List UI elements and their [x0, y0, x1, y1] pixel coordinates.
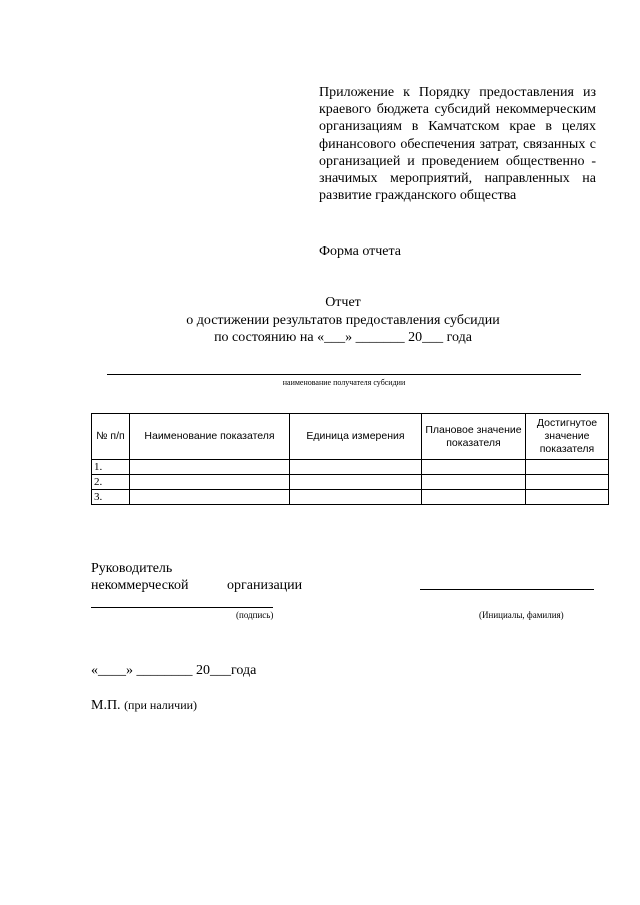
signature-line	[91, 607, 273, 608]
date-line: «____» ________ 20___года	[91, 663, 257, 678]
results-table	[91, 413, 609, 505]
recipient-name-line	[107, 374, 581, 375]
stamp-note: (при наличии)	[124, 698, 198, 712]
signature-caption: (подпись)	[236, 610, 274, 620]
appendix-note: Приложение к Порядку предоставления из краевого бюджета субсидий некоммерческим организациям в Камчатском крае в целях финансового обеспечения затрат, связанных с организацией и проведением общественно - значимых мероприятий, направленных на развитие гражданского общества	[319, 85, 596, 204]
report-title	[0, 294, 640, 347]
header-achieved-value: Достигнутое значение показателя	[526, 414, 609, 460]
form-label: Форма отчета	[319, 244, 402, 259]
title-line-1: Отчет	[325, 295, 361, 310]
cell-indicator[interactable]	[130, 490, 290, 505]
org-word-1: некоммерческой	[91, 578, 189, 593]
cell-planned[interactable]	[422, 490, 526, 505]
title-line-3: по состоянию на «___» _______ 20___ года	[214, 330, 472, 345]
title-line-2: о достижении результатов предоставления субсидии	[186, 312, 500, 328]
head-title: Руководитель	[91, 561, 173, 576]
cell-planned[interactable]	[422, 475, 526, 490]
cell-achieved[interactable]	[526, 490, 609, 505]
table-row	[92, 460, 609, 475]
cell-planned[interactable]	[422, 460, 526, 475]
cell-unit[interactable]	[290, 490, 422, 505]
stamp-place	[91, 697, 197, 714]
table-row	[92, 490, 609, 505]
cell-unit[interactable]	[290, 460, 422, 475]
cell-indicator[interactable]	[130, 475, 290, 490]
row-number: 2.	[92, 475, 130, 490]
name-caption: (Инициалы, фамилия)	[479, 610, 564, 620]
header-num: № п/п	[92, 414, 130, 460]
row-number: 1.	[92, 460, 130, 475]
cell-achieved[interactable]	[526, 475, 609, 490]
recipient-caption: наименование получателя субсидии	[282, 378, 406, 387]
org-word-2: организации	[227, 578, 303, 593]
header-unit: Единица измерения	[290, 414, 422, 460]
stamp-label: М.П.	[91, 698, 121, 713]
table-header-row	[92, 414, 609, 460]
cell-indicator[interactable]	[130, 460, 290, 475]
header-indicator-name: Наименование показателя	[130, 414, 290, 460]
row-number: 3.	[92, 490, 130, 505]
name-line	[420, 589, 594, 590]
header-planned-value: Плановое значение показателя	[422, 414, 526, 460]
table-row	[92, 475, 609, 490]
cell-unit[interactable]	[290, 475, 422, 490]
cell-achieved[interactable]	[526, 460, 609, 475]
